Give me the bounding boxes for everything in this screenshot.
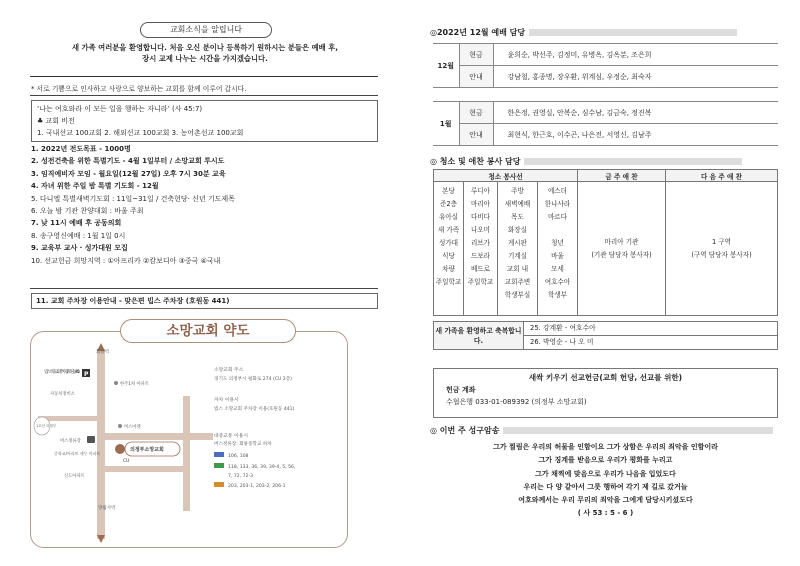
church-map (30, 331, 348, 548)
welcome-message (30, 42, 380, 64)
table-row (433, 44, 778, 66)
names-cell: 한은정, 권영실, 안복순, 심수남, 김금숙, 정진복 (493, 102, 778, 124)
next-week-note: (구역 담당자 봉사자) (691, 250, 752, 259)
station-top: 회룡역 (96, 350, 110, 355)
market-label: 버스마켓 (124, 425, 141, 430)
cell: 본당 (442, 187, 455, 195)
cell: 게시판 (507, 239, 528, 247)
heading-bar (529, 29, 737, 36)
apartment-label: 한주1차 아파트 (120, 382, 150, 387)
cleaning-col-1 (434, 182, 464, 316)
welcome-line-1: 새 가족 여러분을 환영합니다. 처음 오신 분이나 등록하기 원하시는 분들은 예배 후, (71, 43, 339, 52)
cell: 유아실 (438, 213, 459, 221)
vertical-road (183, 396, 190, 511)
cell: 여호수아 (544, 278, 571, 286)
mission-offering-box (433, 368, 778, 418)
bus-route-1: 106, 108 (228, 454, 249, 459)
new-family-table (433, 321, 778, 350)
account-label: 헌금 계좌 (446, 386, 476, 394)
cell (538, 224, 577, 237)
bus-route-2: 118, 133, 36, 39, 39-4, 5, 56, (228, 465, 296, 470)
next-week-cell (666, 182, 778, 316)
cleaning-col-4 (538, 182, 578, 316)
announcement-item: 1. 2022년 전도목표 - 1000명 (31, 145, 131, 153)
december-duty-title: ◎2022년 12월 예배 담당 (430, 28, 526, 37)
bus-color-orange (214, 482, 224, 487)
account-number: 수협은행 033-01-089392 (의정부 소망교회) (446, 398, 587, 406)
new-family-entry: 26. 박영순 - 나 오 미 (524, 336, 778, 350)
cell: 마리아 (470, 200, 491, 208)
vision-box (31, 100, 378, 142)
verse-line: 그가 채찍에 맞음으로 우리가 나음을 입었도다 (535, 469, 676, 478)
verse-line: 그가 찔림은 우리의 허물을 인함이요 그가 상함은 우리의 죄악을 인함이라 (493, 443, 718, 451)
next-week-group: 1 구역 (711, 237, 732, 246)
this-week-group: 마리아 기관 (604, 237, 639, 246)
cell: 교회 내 (506, 265, 529, 273)
names-cell: 최현식, 한근호, 이수곤, 나은전, 서영신, 김남주 (493, 124, 778, 146)
divider (30, 288, 378, 289)
verse-reference: ( 사 53 : 5 - 6 ) (577, 509, 634, 518)
bus-color-blue (214, 452, 224, 457)
station-bottom: 망월사역 (98, 506, 116, 511)
cell: 교회주변 (504, 278, 531, 286)
cell: 준2층 (440, 200, 457, 208)
table-row (434, 170, 778, 182)
address-text: 경기도 의정부시 평화로 274 (CU 2층) (214, 377, 292, 382)
names-cell: 강남철, 홍종명, 장우환, 위계심, 우정순, 최숙자 (493, 66, 778, 88)
heading-bar (524, 158, 742, 165)
news-title: 교회소식을 알립니다 (140, 22, 272, 38)
vision-items: 1. 국내선교 100교회 2. 해외선교 100교회 3. 농어촌선교 100교회 (37, 129, 244, 137)
parking-notice: 11. 교회 주차장 이용안내 - 맞은편 빕스 주차장 (호원동 441) (31, 293, 378, 309)
bus-route-3: 203, 203-1, 203-2, 206-1 (228, 484, 286, 489)
cell: 청년 (551, 239, 564, 247)
month-cell: 12월 (433, 44, 459, 88)
bus-color-green (214, 463, 224, 468)
car-text: 빕스 소망교회 주차장 이용(호원동 441) (214, 407, 295, 412)
month-cell: 1월 (433, 102, 459, 146)
role-cell: 안내 (459, 124, 493, 146)
cell: 루디아 (470, 187, 491, 195)
cell: 성가대 (438, 239, 459, 247)
market-marker (118, 424, 122, 428)
column-header: 다 음 주 애 찬 (666, 170, 778, 182)
cell: 주일학교 (435, 278, 462, 286)
bus-stop-label: 버스정류장 (60, 439, 81, 444)
announcement-item: 4. 자녀 위한 주일 밤 특별 기도회 - 12월 (31, 182, 159, 191)
verse-line: 우리는 다 양 같아서 그릇 행하여 각기 제 길로 갔거늘 (523, 482, 688, 491)
cell: 목도 (511, 213, 524, 221)
bus-route-2b: 7, 72, 72-3 (228, 474, 254, 479)
announcement-item: 3. 임직예비자 모임 - 월요일(12월 27일) 오후 7시 30분 교육 (31, 169, 226, 178)
church-icon (115, 444, 125, 454)
cell: 식당 (442, 252, 455, 260)
cleaning-table (433, 169, 778, 316)
church-label: 의정부소망교회 (130, 447, 164, 453)
cell: 기계실 (507, 252, 528, 260)
announcement-item (31, 168, 381, 180)
cell: 모세 (551, 265, 564, 273)
cell: 주일학교 (467, 278, 494, 286)
announcement-item: 8. 송구영신예배 : 1월 1일 0시 (31, 231, 126, 240)
theme-verse: ‘나는 여호와라 이 모든 일을 행하는 자니라’ (사 45:7) (37, 105, 203, 113)
cross-road (105, 433, 213, 440)
role-cell: 안내 (459, 66, 493, 88)
table-row (433, 66, 778, 88)
cell: 에스더 (547, 187, 568, 195)
column-header: 금 주 애 찬 (578, 170, 666, 182)
memory-verse-title: ◎ 이번 주 성구암송 (430, 426, 500, 435)
role-cell: 현금 (459, 102, 493, 124)
divider (30, 76, 378, 77)
announcement-item: 6. 오늘 밤 기관 찬양대회 : 바울 주최 (31, 207, 144, 216)
transit-text: 버스정류장: 회룡중학교 하차 (214, 442, 272, 447)
table-row (434, 182, 778, 316)
table-row (433, 102, 778, 124)
table-row (434, 322, 778, 336)
new-family-entry: 25. 강계환 - 여호수아 (524, 322, 778, 336)
cell: 리브가 (470, 239, 491, 247)
new-family-label: 새 가족을 환영하고 축복합니다. (434, 322, 524, 350)
december-duty-table (433, 43, 778, 88)
cell: 바울 (551, 252, 564, 260)
cell: 차량 (442, 265, 455, 273)
verse-line: 여호와께서는 우리 무리의 죄악을 그에게 담당시키셨도다 (518, 496, 693, 505)
right-page (400, 0, 800, 566)
table-row (433, 124, 778, 146)
cleaning-col-3 (498, 182, 538, 316)
cleaning-col-2 (464, 182, 498, 316)
cell: 학생부 (547, 291, 568, 299)
highway-label: 1호선 의정부 (36, 424, 57, 428)
mission-title: 새싹 키우기 선교헌금(교회 헌당, 선교를 위한) (528, 373, 683, 382)
cell: 베드로 (470, 265, 491, 273)
cleaning-title: ◎ 청소 및 애찬 봉사 담당 (430, 157, 521, 166)
announcement-item: 10. 선교헌금 희망지역 : ①아프리카 ②캄보디아 ③중국 ④국내 (31, 256, 221, 265)
memory-verse (433, 441, 778, 521)
map-title: 소망교회 약도 (120, 319, 296, 343)
greeting-note: * 서로 기쁨으로 인사하고 사랑으로 양보하는 교회를 함께 이루어 갑시다. (31, 85, 247, 93)
announcement-item: 5. 다니엘 특별새벽기도회 : 11일~31일 / 건축헌당· 신년 기도제목 (31, 194, 235, 203)
cu-label: CU (123, 459, 130, 464)
heading-bar (503, 427, 773, 434)
cell: 새 가족 (437, 226, 460, 234)
cell: 새벽예배 (504, 200, 531, 208)
lower-road (105, 466, 183, 472)
memory-verse-heading (430, 424, 773, 437)
cell: 나오미 (470, 226, 491, 234)
role-cell: 현금 (459, 44, 493, 66)
parking-lot-label: 빕스 소망교회 주차장 (호원동 441) (44, 370, 80, 375)
december-duty-heading (430, 26, 737, 39)
car-title: 자차 이용시 (214, 398, 239, 403)
school-label: 중학교/아파트 세무 아파트 (54, 451, 101, 456)
cell: 드보라 (470, 252, 491, 260)
bus-icon (87, 436, 95, 443)
cell: 학생부실 (504, 291, 531, 299)
address-title: 소망교회 주소 (214, 368, 244, 373)
january-duty-table (433, 101, 778, 146)
this-week-note: (기관 담당자 봉사자) (591, 250, 652, 259)
cleaning-heading (430, 155, 742, 168)
apartment-marker (114, 381, 118, 385)
vision-title: ♣ 교회 비전 (37, 117, 75, 125)
announcement-item: 7. 낮 11시 예배 후 공동의회 (31, 219, 122, 228)
this-week-cell (578, 182, 666, 316)
names-cell: 윤희순, 박선주, 김정미, 유병옥, 김옥분, 조은희 (493, 44, 778, 66)
parking-icon: P (84, 371, 89, 378)
cell: 화장실 (507, 226, 528, 234)
transit-title: 대중교통 이용시 (214, 434, 248, 439)
cell: 다비다 (470, 213, 491, 221)
announcement-item: 9. 교육부 교사 · 성가대원 모집 (31, 244, 128, 253)
cell: 한나사라 (544, 200, 571, 208)
garage-label: 자동차정비소 (50, 392, 75, 397)
cell: 주방 (511, 187, 524, 195)
announcement-list (31, 143, 381, 267)
divider (30, 95, 378, 96)
welcome-line-2: 장시 교제 나누는 시간을 가지겠습니다. (142, 54, 268, 63)
column-header: 청소 봉사선 (434, 170, 578, 182)
announcement-item: 2. 성전건축을 위한 특별기도 - 4월 1일부터 / 소망교회 투시도 (31, 157, 225, 166)
apartment-label: 신도아파트 (64, 474, 85, 479)
cell: 마르다 (547, 213, 568, 221)
verse-line: 그가 징계를 받음으로 우리가 평화를 누리고 (538, 456, 673, 465)
